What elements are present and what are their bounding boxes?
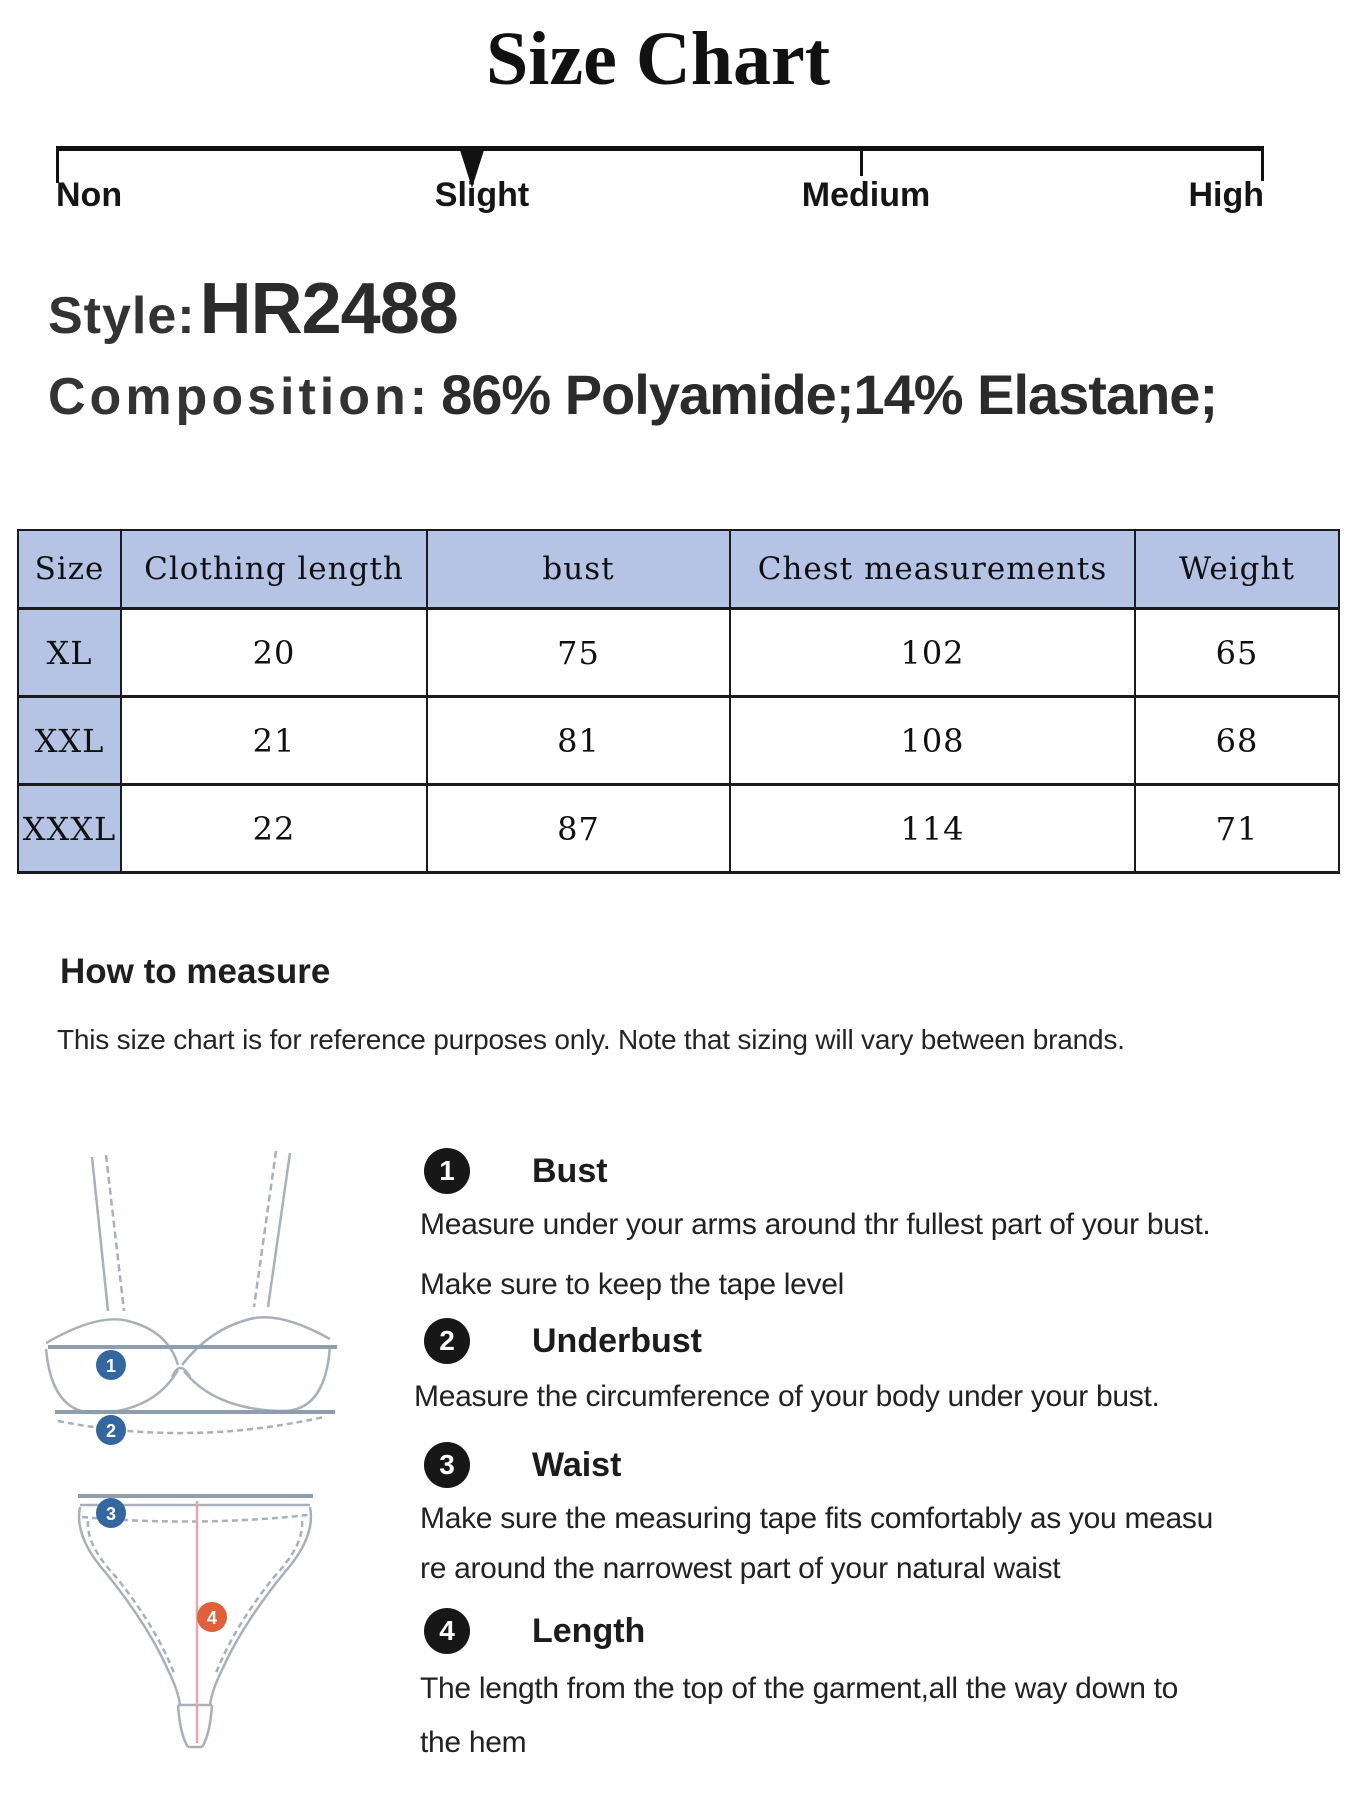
marker-4-num: 4 (206, 1608, 218, 1628)
item-3-badge (424, 1442, 470, 1488)
item-2-num: 2 (439, 1325, 455, 1356)
scale-label-high: High (1188, 176, 1264, 214)
cell-bust: 87 (427, 785, 730, 873)
scale-label-slight: Slight (434, 176, 530, 214)
lingerie-measure-diagram (28, 1125, 348, 1775)
cell-size: XXL (18, 697, 121, 785)
cell-chest: 114 (730, 785, 1135, 873)
style-line (48, 268, 458, 350)
cell-size: XXXL (18, 785, 121, 873)
item-2-line-1: Measure the circumference of your body under your bust. (414, 1380, 1160, 1413)
item-1-num: 1 (439, 1155, 455, 1186)
scale-tick-medium (860, 149, 863, 176)
marker-2-num: 2 (105, 1421, 117, 1441)
item-1-label: Bust (532, 1152, 608, 1190)
table-row (18, 785, 1339, 873)
size-table-header-row (18, 530, 1339, 609)
item-4-line-1: The length from the top of the garment,all the way down to (420, 1672, 1179, 1705)
table-row (18, 609, 1339, 697)
scale-label-medium: Medium (801, 176, 931, 214)
col-header-size: Size (18, 530, 121, 609)
col-header-chest: Chest measurements (730, 530, 1135, 609)
item-4-label: Length (532, 1612, 646, 1650)
item-1-line-2: Make sure to keep the tape level (420, 1268, 844, 1301)
item-2-badge (424, 1318, 470, 1364)
how-to-measure-heading: How to measure (60, 952, 331, 991)
table-row (18, 697, 1339, 785)
composition-label: Composition: (48, 368, 432, 426)
item-4-line-2: the hem (420, 1726, 527, 1759)
marker-1-num: 1 (105, 1356, 117, 1376)
page-title: Size Chart (485, 17, 831, 101)
cell-weight: 65 (1135, 609, 1339, 697)
cell-bust: 81 (427, 697, 730, 785)
item-3-line-1: Make sure the measuring tape fits comfortably as you measu (420, 1502, 1213, 1535)
composition-line (48, 362, 1217, 427)
scale-axis-line (56, 146, 1264, 151)
how-to-measure-note: This size chart is for reference purposes only. Note that sizing will vary between brands. (57, 1024, 1125, 1055)
cell-bust: 75 (427, 609, 730, 697)
item-1-line-1: Measure under your arms around thr fullest part of your bust. (420, 1208, 1211, 1241)
item-3-num: 3 (439, 1449, 455, 1480)
item-1-badge (424, 1148, 470, 1194)
item-4-num: 4 (439, 1615, 455, 1646)
col-header-weight: Weight (1135, 530, 1339, 609)
cell-chest: 108 (730, 697, 1135, 785)
bra-illustration (46, 1151, 330, 1433)
cell-length: 22 (121, 785, 427, 873)
panties-illustration (79, 1505, 311, 1747)
style-value: HR2488 (199, 269, 458, 349)
measuring-tape-lines (48, 1347, 337, 1496)
composition-value: 86% Polyamide;14% Elastane; (441, 363, 1218, 426)
item-3-line-2: re around the narrowest part of your natural waist (420, 1552, 1061, 1585)
cell-weight: 68 (1135, 697, 1339, 785)
item-4-badge (424, 1608, 470, 1654)
cell-size: XL (18, 609, 121, 697)
style-label: Style: (48, 287, 196, 345)
cell-weight: 71 (1135, 785, 1339, 873)
cell-length: 20 (121, 609, 427, 697)
item-2-label: Underbust (532, 1322, 702, 1360)
item-3-label: Waist (532, 1446, 622, 1484)
col-header-bust: bust (427, 530, 730, 609)
size-table (17, 529, 1340, 874)
scale-label-non: Non (56, 176, 123, 214)
marker-3-num: 3 (105, 1504, 117, 1524)
cell-length: 21 (121, 697, 427, 785)
cell-chest: 102 (730, 609, 1135, 697)
col-header-length: Clothing length (121, 530, 427, 609)
